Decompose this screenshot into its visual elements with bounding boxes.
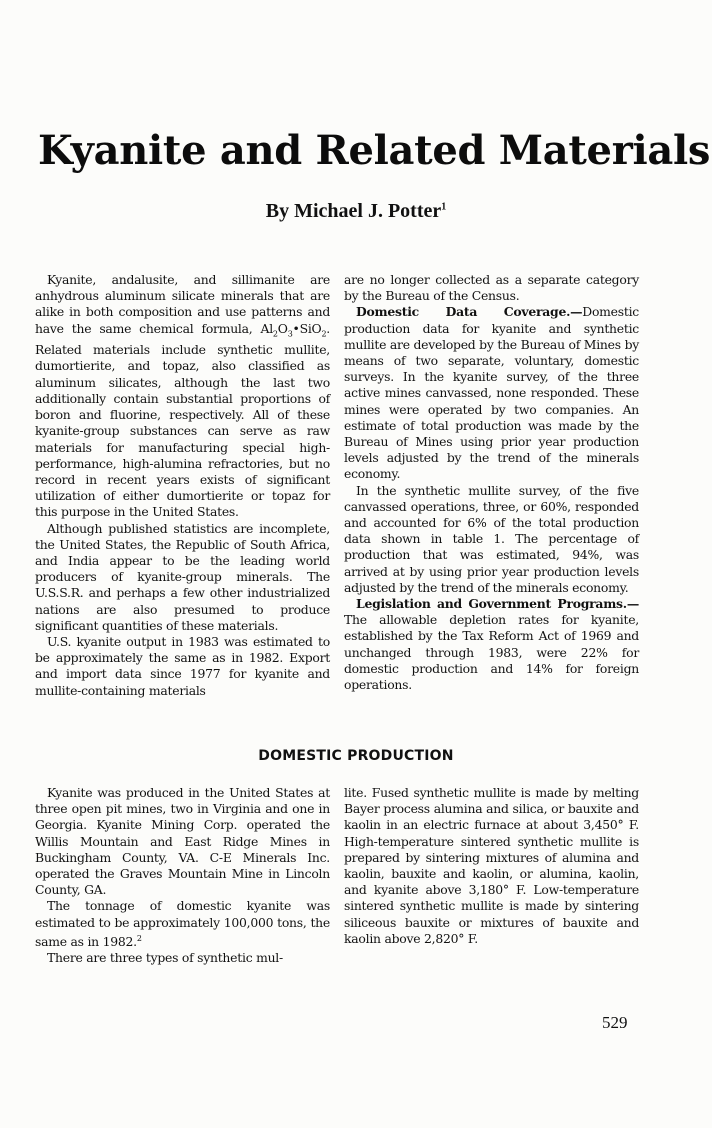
section-heading-domestic-production: DOMESTIC PRODUCTION (258, 748, 454, 764)
production-paragraph-2: The tonnage of domestic kyanite was estimated to be approximately 100,000 tons, the same as in 1982.$^2$ (35, 898, 330, 949)
synthetic-mullite-survey-paragraph: In the synthetic mullite survey, of the five canvassed operations, three, or 60%, responded and accounted for 6% of the total production data shown in table 1. The percentage of production that was estimated, 94%, was arrived at by using prior year production levels adjusted by the trend of the minerals economy. (344, 482, 639, 595)
domestic-data-coverage-paragraph: Domestic Data Coverage.—Domestic production data for kyanite and synthetic mullite are developed by the Bureau of Mines by means of two separate, voluntary, domestic surveys. In the kyanite survey, of the three active mines canvassed, none responded. These mines were operated by two companies. An estimate of total production was made by the Bureau of Mines using prior year production levels adjusted by the trend of the minerals economy. (344, 304, 639, 482)
intro-paragraph-3: U.S. kyanite output in 1983 was estimated to be approximately the same as in 1982. Export and import data since 1977 for kyanite and mullite-containing materials (35, 633, 330, 698)
author-footnote-marker: 1 (441, 201, 447, 213)
byline (0, 200, 712, 223)
intro-paragraph-3-continued: are no longer collected as a separate category by the Bureau of the Census. (344, 272, 639, 304)
footnote-marker: 2 (136, 933, 142, 943)
intro-right-column (344, 272, 639, 699)
intro-columns (35, 272, 639, 699)
legislation-heading: Legislation and Government Programs.— (356, 596, 639, 612)
legislation-paragraph: Legislation and Government Programs.—The allowable depletion rates for kyanite, established by the Tax Reform Act of 1969 and unchanged through 1983, were 22% for domestic production and 14% for foreign operations. (344, 596, 639, 693)
production-left-column (35, 785, 330, 966)
page-number: 529 (602, 1013, 628, 1032)
production-right-column (344, 785, 639, 966)
production-columns (35, 785, 639, 966)
production-paragraph-3: There are three types of synthetic mul- (47, 950, 283, 966)
intro-paragraph-2: Although published statistics are incomplete, the United States, the Republic of South Africa, and India appear to be the leading world producers of kyanite-group minerals. The U.S.S.R. and perhaps a few other industrialized nations are also presumed to produce significant quantities of these materials. (35, 520, 330, 633)
domestic-data-coverage-heading: Domestic Data Coverage.— (356, 304, 583, 320)
page-title: Kyanite and Related Materials (38, 127, 711, 174)
author-name: By Michael J. Potter (265, 200, 442, 222)
production-paragraph-3-continued: lite. Fused synthetic mullite is made by melting Bayer process alumina and silica, or bauxite and kaolin in an electric furnace at about 3,450° F. High-temperature sintered synthetic mullite is prepared by sintering mixtures of alumina and kaolin, bauxite and kaolin, or alumina, kaolin, and kyanite above 3,180° F. Low-temperature sintered synthetic mullite is made by sintering siliceous bauxite or mixtures of bauxite and kaolin above 2,820° F. (344, 785, 639, 946)
production-paragraph-1: Kyanite was produced in the United States at three open pit mines, two in Virginia and one in Georgia. Kyanite Mining Corp. operated the Willis Mountain and East Ridge Mines in Buckingham County, VA. C-E Minerals Inc. operated the Graves Mountain Mine in Lincoln County, GA. (35, 785, 330, 898)
intro-paragraph-1: Kyanite, andalusite, and sillimanite are anhydrous aluminum silicate minerals that are alike in both composition and use patterns and have the same chemical formula, $Al_2O_3•SiO_2$. Related materials include synthetic mullite, dumortierite, and topaz, also classified as aluminum silicates, although the last two additionally contain substantial proportions of boron and fluorine, respectively. All of these kyanite-group substances can serve as raw materials for manufacturing special high-performance, high-alumina refractories, but no record in recent years exists of significant utilization of either dumortierite or topaz for this purpose in the United States. (35, 272, 330, 520)
intro-left-column (35, 272, 330, 699)
